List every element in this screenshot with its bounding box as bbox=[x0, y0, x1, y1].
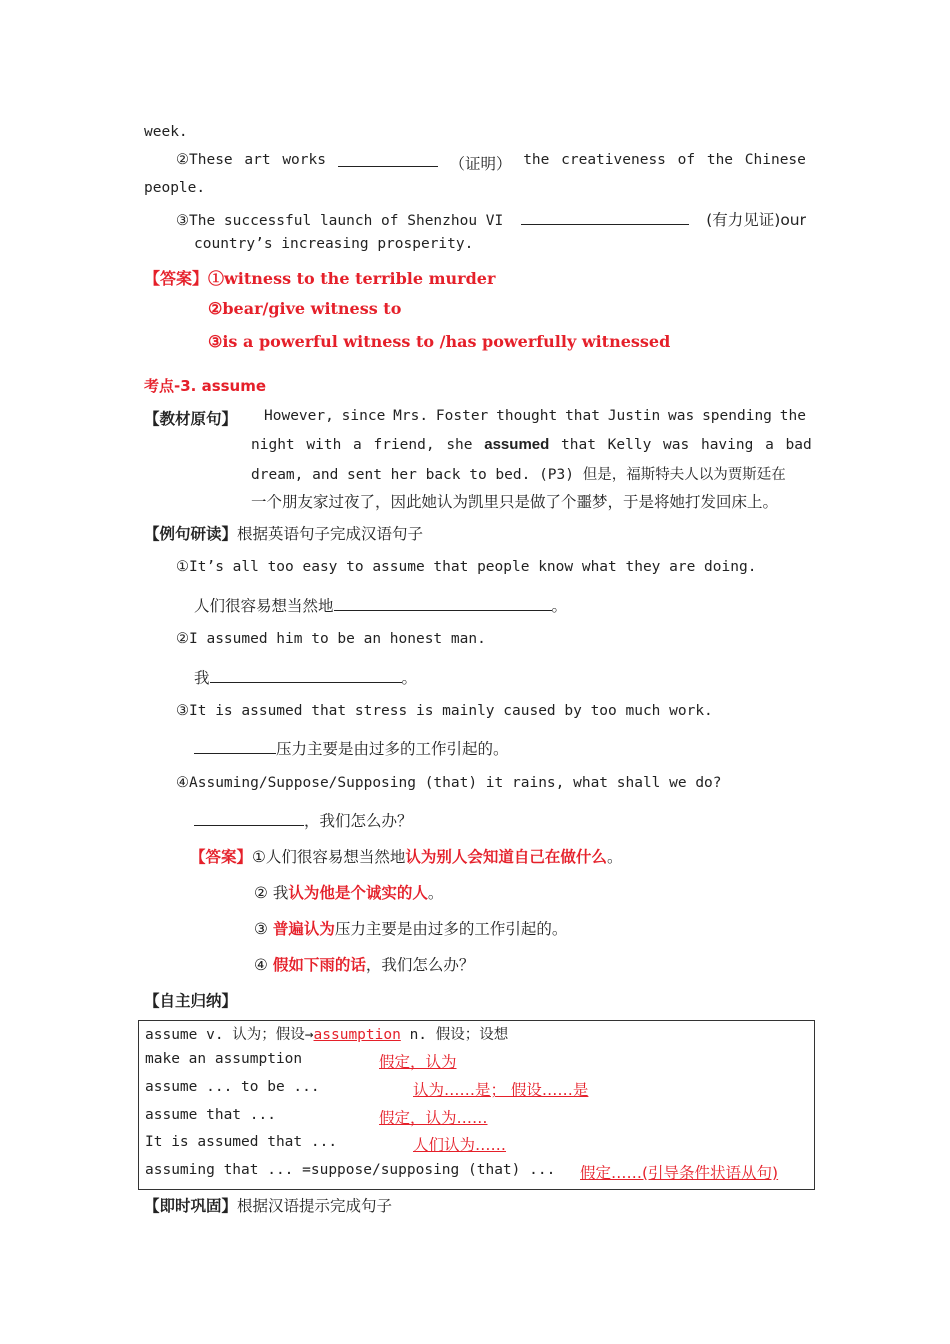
examples-heading bbox=[144, 522, 423, 544]
summary-row-3-right: 认为……是； 假设……是 bbox=[413, 1081, 589, 1099]
practice-label: 【即时巩固】 bbox=[144, 1197, 238, 1215]
summary-link-assumption: assumption bbox=[313, 1027, 401, 1043]
answer-blank bbox=[521, 210, 689, 225]
example-answer-3: ③ 普遍认为压力主要是由过多的工作引起的。 bbox=[254, 920, 568, 938]
summary-row-4-right: 假定，认为…… bbox=[379, 1109, 488, 1127]
chinese-hint: （证明） bbox=[449, 155, 512, 173]
summary-box bbox=[138, 1020, 815, 1190]
answer-blank bbox=[334, 596, 552, 611]
answer-2: ②bear/give witness to bbox=[208, 299, 402, 318]
keyword-assumed: assumed bbox=[484, 436, 550, 453]
example-1-en: ①It’s all too easy to assume that people know what they are doing. bbox=[176, 559, 757, 575]
textbook-line-3: dream, and sent her back to bed. (P3) 但是，福斯特夫人以为贾斯廷在 bbox=[251, 467, 786, 483]
summary-row-6-right: 假定……(引导条件状语从句) bbox=[580, 1164, 779, 1182]
answer-label: 【答案】 bbox=[144, 269, 209, 288]
exercise-2-start: ②These bbox=[176, 152, 233, 168]
answer-3: ③is a powerful witness to /has powerfully witnessed bbox=[208, 332, 671, 351]
example-3-en: ③It is assumed that stress is mainly caused by too much work. bbox=[176, 703, 713, 719]
example-answer-4: ④ 假如下雨的话，我们怎么办？ bbox=[254, 956, 475, 974]
summary-label: 【自主归纳】 bbox=[144, 992, 238, 1010]
example-1-cn: 人们很容易想当然地 。 bbox=[194, 597, 568, 615]
examples-instruction: 根据英语句子完成汉语句子 bbox=[237, 525, 424, 543]
example-2-cn: 我 。 bbox=[194, 669, 418, 687]
chinese-hint: (有力见证)our bbox=[706, 211, 806, 229]
summary-row-1: assume v. 认为；假设→assumption n. 假设；设想 bbox=[145, 1027, 509, 1043]
answer-blank bbox=[210, 668, 402, 683]
example-answer-2: ② 我认为他是个诚实的人。 bbox=[254, 884, 444, 902]
example-4-cn: ，我们怎么办？ bbox=[194, 809, 413, 831]
summary-row-2-right: 假定，认为 bbox=[379, 1053, 457, 1071]
example-answer-1: 【答案】①人们很容易想当然地认为别人会知道自己在做什么。 bbox=[190, 848, 623, 866]
section-title: 考点-3. assume bbox=[144, 377, 267, 395]
answer-blank bbox=[194, 739, 276, 754]
exercise-3-end: country’s increasing prosperity. bbox=[194, 236, 474, 252]
exercise-2-line: ②These art works （证明） the creativeness of the Chinese bbox=[176, 152, 806, 173]
answer-block bbox=[144, 266, 495, 289]
text-week: week. bbox=[144, 124, 188, 140]
answer-label: 【答案】 bbox=[190, 848, 253, 866]
example-4-en: ④Assuming/Suppose/Supposing (that) it rains, what shall we do? bbox=[176, 775, 722, 791]
answer-blank bbox=[338, 152, 438, 167]
summary-row-5-left: It is assumed that ... bbox=[145, 1134, 338, 1150]
textbook-line-4: 一个朋友家过夜了，因此她认为凯里只是做了个噩梦，于是将她打发回床上。 bbox=[251, 493, 779, 511]
textbook-line-1: However, since Mrs. Foster thought that Justin was spending the bbox=[264, 408, 806, 424]
summary-row-5-right: 人们认为…… bbox=[413, 1136, 507, 1154]
summary-row-2-left: make an assumption bbox=[145, 1051, 303, 1067]
textbook-label: 【教材原句】 bbox=[144, 410, 238, 428]
practice-heading bbox=[144, 1194, 392, 1216]
example-3-cn: 压力主要是由过多的工作引起的。 bbox=[194, 737, 509, 759]
answer-blank bbox=[194, 811, 304, 826]
answer-1: ①witness to the terrible murder bbox=[208, 269, 496, 288]
practice-instruction: 根据汉语提示完成句子 bbox=[237, 1197, 393, 1215]
textbook-line-2: night with a friend, she assumed that Kelly was having a bad bbox=[251, 436, 812, 453]
summary-row-3-left: assume ... to be ... bbox=[145, 1079, 320, 1095]
exercise-3-start: ③The successful launch of Shenzhou VI bbox=[176, 213, 504, 229]
exercise-3-line bbox=[176, 208, 806, 230]
examples-label: 【例句研读】 bbox=[144, 525, 238, 543]
summary-row-6-left: assuming that ... =suppose/supposing (that) ... bbox=[145, 1162, 556, 1178]
summary-row-4-left: assume that ... bbox=[145, 1107, 276, 1123]
example-2-en: ②I assumed him to be an honest man. bbox=[176, 631, 486, 647]
exercise-2-end: people. bbox=[144, 180, 206, 196]
